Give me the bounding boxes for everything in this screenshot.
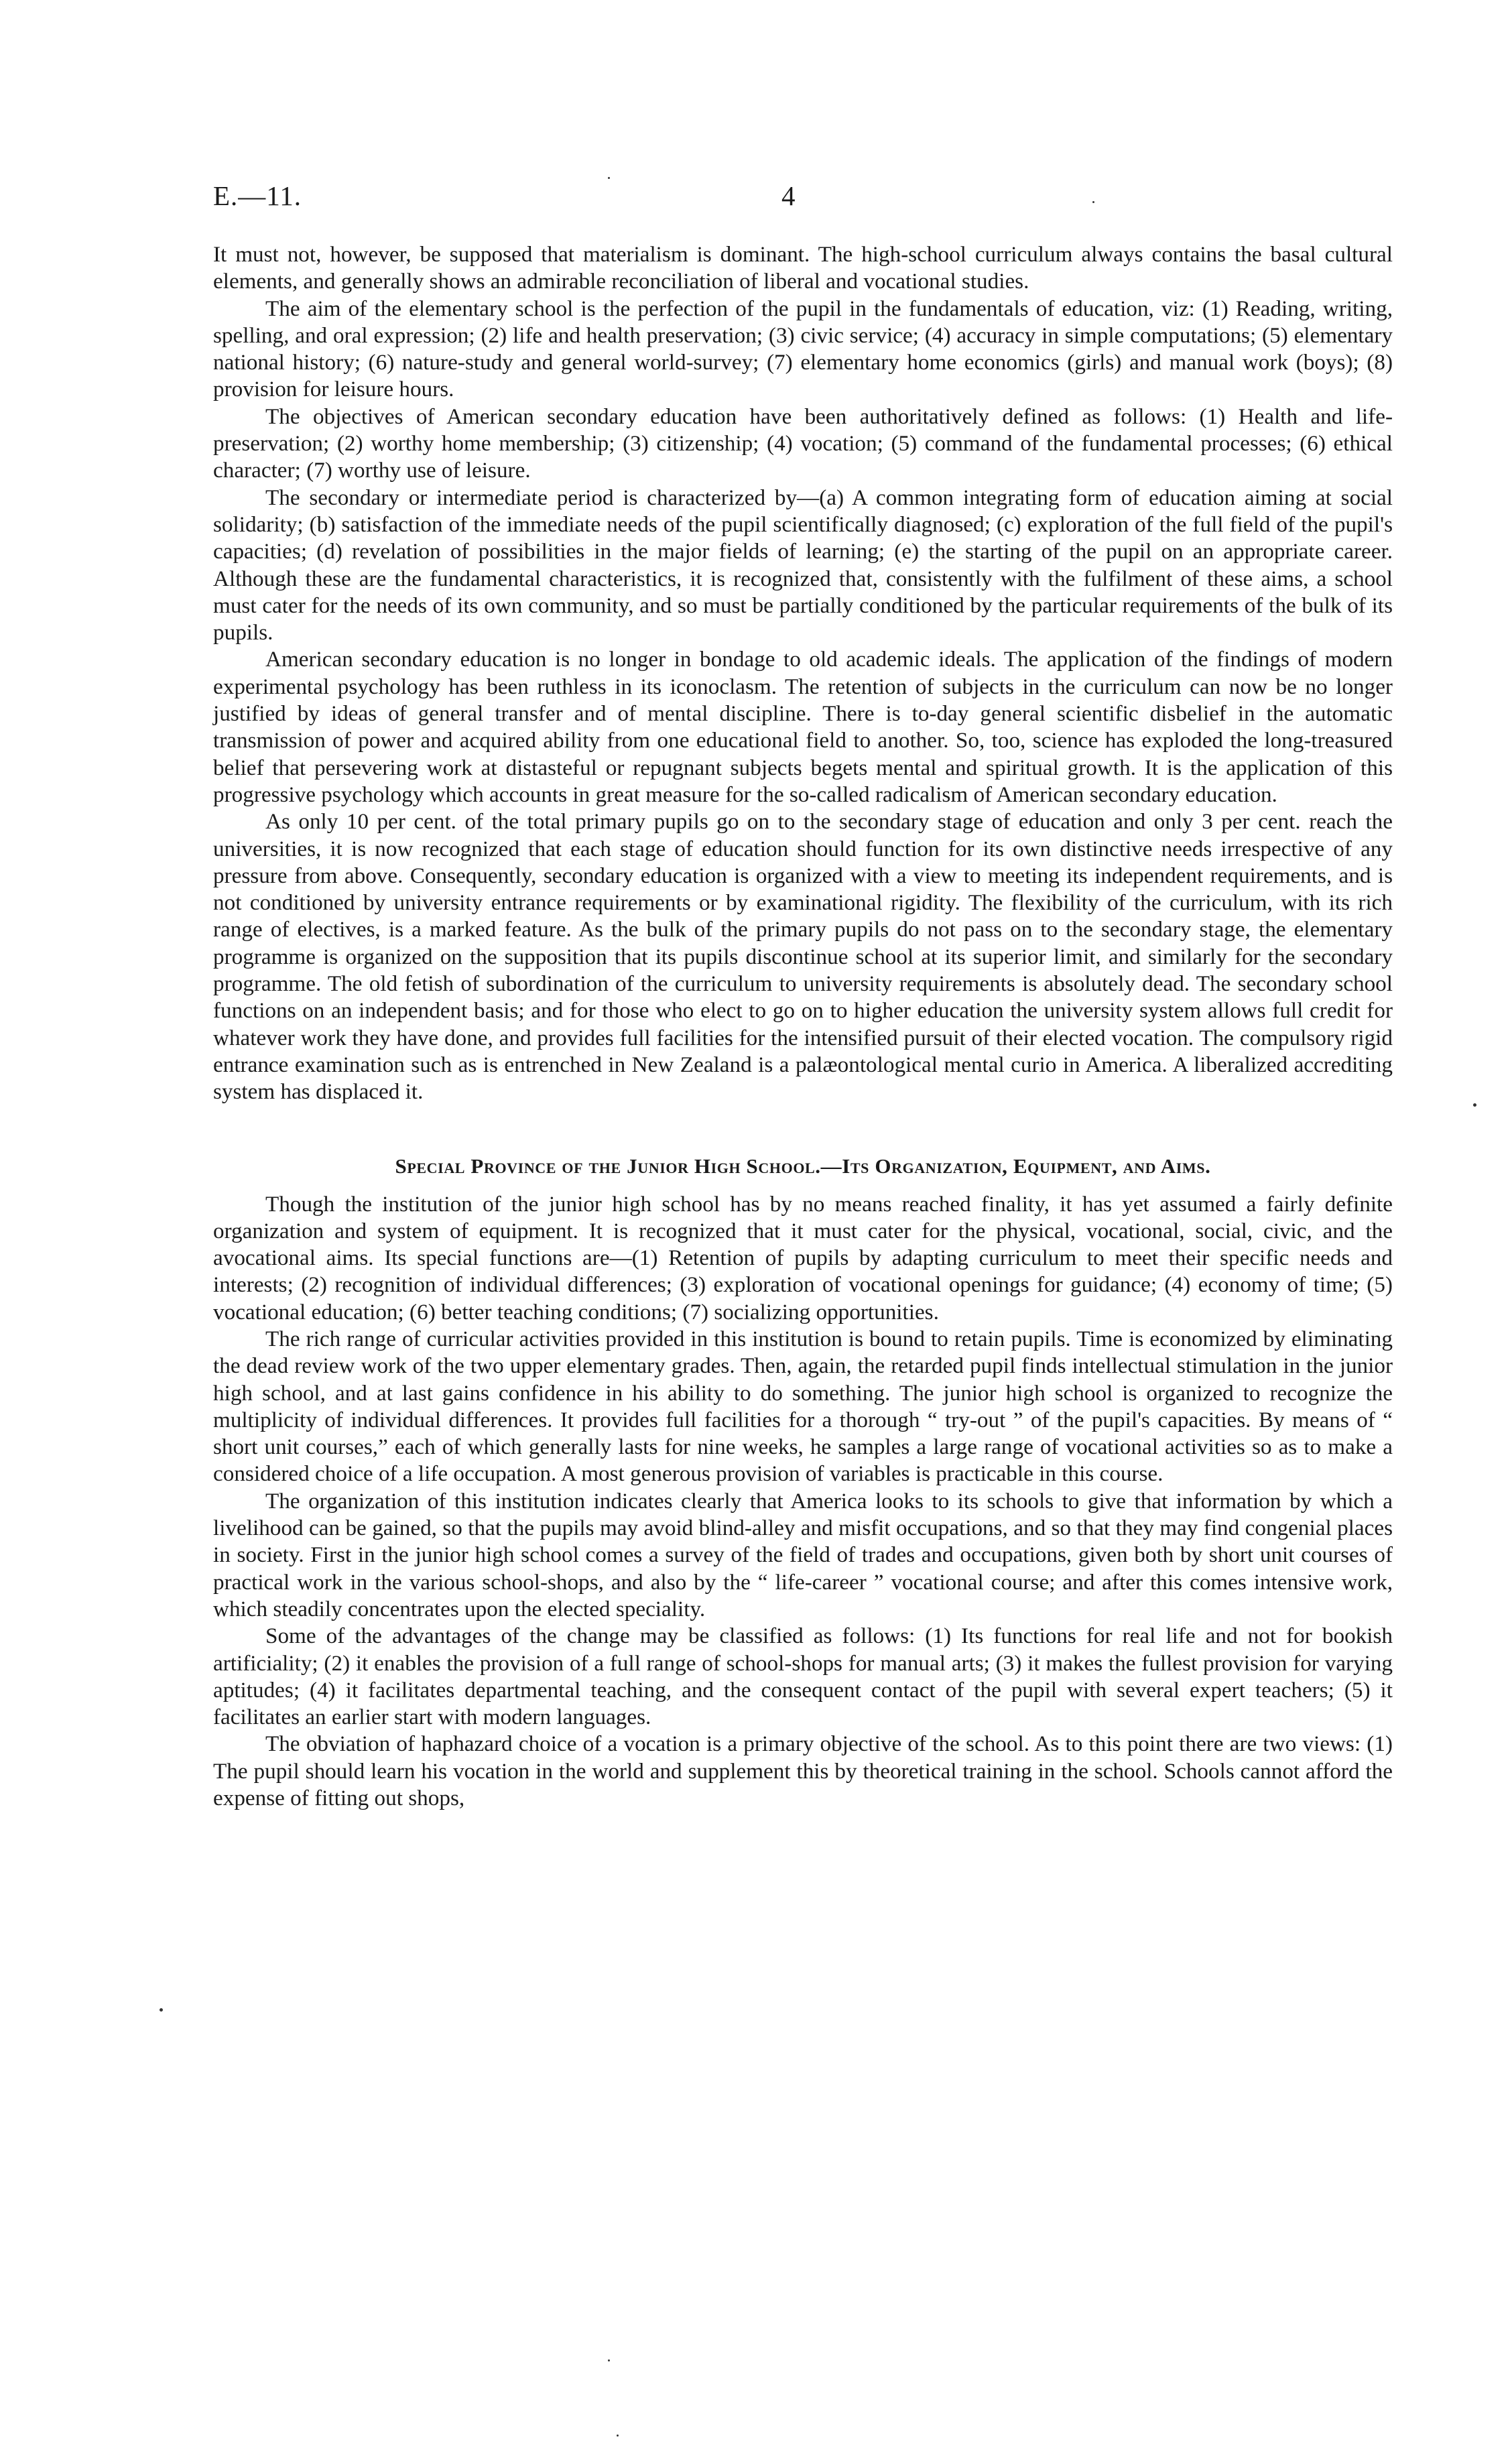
body-text [213,241,1393,1812]
paragraph: American secondary education is no longer in bondage to old academic ideals. The application of the findings of modern experimental psychology has been ruthless in its iconoclasm. The retention of subjects in the curriculum can now be no longer justified by ideas of general transfer and of mental discipline. There is to-day general scientific disbelief in the automatic transmission of power and acquired ability from one educational field to another. So, too, science has exploded the long-treasured belief that persevering work at distasteful or repugnant subjects begets mental and spiritual growth. It is the application of this progressive psychology which accounts in great measure for the so-called radicalism of American secondary education. [213,647,1393,807]
scan-speck [1092,201,1094,203]
document-code: E.—11. [213,180,302,211]
paragraph: The aim of the elementary school is the perfection of the pupil in the fundamentals of education, viz: (1) Reading, writing, spelling, and oral expression; (2) life and health preservation; (3) civic service; (4) accuracy in simple computations; (5) elementary national history; (6) nature-study and general world-survey; (7) elementary home economics (girls) and manual work (boys); (8) provision for leisure hours. [213,296,1393,402]
paragraph: The organization of this institution indicates clearly that America looks to its schools to give that information by which a livelihood can be gained, so that the pupils may avoid blind-alley and misfit occupations, and so that they may find congenial places in society. First in the junior high school comes a survey of the field of trades and occupations, given both by short unit courses of practical work in the various school-shops, and also by the “ life-career ” vocational course; and after this comes intensive work, which steadily concentrates upon the elected speciality. [213,1488,1393,1621]
paragraph: The objectives of American secondary education have been authoritatively defined as follows: (1) Health and life-preservation; (2) worthy home membership; (3) citizenship; (4) vocation; (5) command of the fundamental processes; (6) ethical character; (7) worthy use of leisure. [213,404,1393,483]
paragraph: As only 10 per cent. of the total primary pupils go on to the secondary stage of education and only 3 per cent. reach the universities, it is now recognized that each stage of education should function for its own distinctive needs irrespective of any pressure from above. Consequently, secondary education is organized with a view to meeting its independent requirements, and is not conditioned by university entrance requirements or by examinational rigidity. The flexibility of the curriculum, with its rich range of electives, is a marked feature. As the bulk of the primary pupils do not pass on to the secondary stage, the elementary programme is organized on the supposition that its pupils discontinue school at its superior limit, and similarly for the secondary programme. The old fetish of subordination of the curriculum to university requirements is absolutely dead. The secondary school functions on an independent basis; and for those who elect to go on to higher education the university system allows full credit for whatever work they have done, and provides full facilities for the intensified pursuit of their elected vocation. The compulsory rigid entrance examination such as is entrenched in New Zealand is a palæontological mental curio in America. A liberalized accrediting system has displaced it. [213,809,1393,1105]
page-header [213,180,1393,220]
paragraph: The secondary or intermediate period is characterized by—(a) A common integrating form of education aiming at social solidarity; (b) satisfaction of the immediate needs of the pupil scientifically diagnosed; (c) exploration of the full field of the pupil's capacities; (d) revelation of possibilities in the major fields of learning; (e) the starting of the pupil on an appropriate career. Although these are the fundamental characteristics, it is recognized that, consistently with the fulfilment of these aims, a school must cater for the needs of its own community, and so must be partially conditioned by the particular requirements of the bulk of its pupils. [213,485,1393,645]
paragraph: It must not, however, be supposed that materialism is dominant. The high-school curriculum always contains the basal cultural elements, and generally shows an admirable reconciliation of liberal and vocational studies. [213,242,1393,294]
scan-speck [608,177,610,179]
section-heading: Special Province of the Junior High School.—Its Organization, Equipment, and Aims. [395,1154,1211,1178]
page-number: 4 [781,180,796,211]
scan-speck [608,2359,610,2361]
scan-speck [1473,1103,1476,1107]
scan-speck [160,2008,163,2012]
paragraph: The rich range of curricular activities provided in this institution is bound to retain pupils. Time is economized by eliminating the dead review work of the two upper elementary grades. Then, again, the retarded pupil finds intellectual stimulation in the junior high school, and at last gains confidence in his ability to do something. The junior high school is organized to recognize the multiplicity of individual differences. It provides full facilities for a thorough “ try-out ” of the pupil's capacities. By means of “ short unit courses,” each of which generally lasts for nine weeks, he samples a large range of vocational activities so as to make a considered choice of a life occupation. A most generous provision of variables is practicable in this course. [213,1326,1393,1487]
paragraph: Some of the advantages of the change may be classified as follows: (1) Its functions for real life and not for bookish artificiality; (2) it enables the provision of a full range of school-shops for manual arts; (3) it makes the fullest provision for varying aptitudes; (4) it facilitates departmental teaching, and the consequent contact of the pupil with several expert teachers; (5) it facilitates an earlier start with modern languages. [213,1623,1393,1730]
paragraph: Though the institution of the junior high school has by no means reached finality, it has yet assumed a fairly definite organization and system of equipment. It is recognized that it must cater for the physical, vocational, social, civic, and the avocational aims. Its special functions are—(1) Retention of pupils by adapting curriculum to meet their specific needs and interests; (2) recognition of individual differences; (3) exploration of vocational openings for guidance; (4) economy of time; (5) vocational education; (6) better teaching conditions; (7) socializing opportunities. [213,1191,1393,1325]
scan-speck [617,2435,619,2437]
paragraph: The obviation of haphazard choice of a vocation is a primary objective of the school. As to this point there are two views: (1) The pupil should learn his vocation in the world and supplement this by theoretical training in the school. Schools cannot afford the expense of fitting out shops, [213,1731,1393,1811]
